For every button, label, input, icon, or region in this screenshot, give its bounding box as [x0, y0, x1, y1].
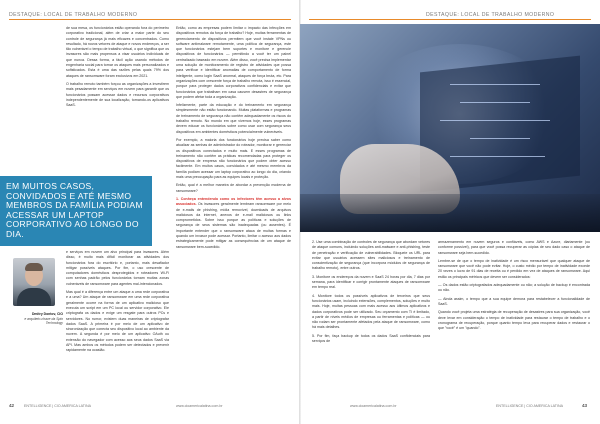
list-item: 4. Monitore todos os possíveis aplicativos de terceiros que seus funcionários usam, incluindo extensões, complementos, soluções e muito mais. Hoje, muitas pessoas com mais acesso aos últimos aplicativos e dados corporativos pode ser utilizado. Seu orçamento com TI é limitado, a partir de níveis médios de empresas ou ferramentas e políticas — ou não rodam ser prontamente afetados pela ataque de ransomware, como há mais detalhes.	[312, 293, 430, 330]
article-column	[176, 26, 291, 398]
paragraph: Infelizmente, parte da educação e do treinamento em segurança simplesmente não estão funcionando. Muitas plataformas e programas de treinamento de segurança não contêm adequadamente os riscos do trabalho remoto. No mundo em que vivemos hoje, esses programas devem educar os funcionários sobre como usar com segurança seus dispositivos em ambientes domésticos potencialmente vulneráveis.	[176, 103, 291, 134]
article-column	[438, 240, 590, 398]
page-number: 43	[582, 403, 588, 408]
author-photo	[13, 258, 55, 306]
paragraph: Então, qual é a melhor maneira de abordar a prevenção moderna de ransomware?	[176, 183, 291, 193]
author-box	[9, 258, 63, 326]
pull-quote	[0, 176, 152, 246]
article-column	[312, 240, 430, 398]
paragraph: e serviços em nuvem um alvo principal para invasores. Além disso, é muito mais difícil monitorar as atividades dos funcionários fora do escritório e, portanto, mais desafiador mitigar possíveis ataques. Por fim, o uso crescente de computadores domésticos desprotegidos e roteadores Wi-Fi com senhas padrão pelos funcionários tornam muitas zonas vulneráveis de ransomware para agentes mal-intencionados.	[66, 250, 169, 286]
pull-quote-text: EM MUITOS CASOS, CONVIDADOS E ATÉ MESMO MEMBROS DA FAMÍLIA PODIAM ACESSAR UM LAPTOP CORPORATIVO AO LONGO DO DIA.	[6, 181, 143, 239]
header-rule	[9, 19, 291, 20]
article-column	[66, 250, 169, 398]
section-header-tag: DESTAQUE: LOCAL DE TRABALHO MODERNO	[9, 12, 138, 18]
paragraph: Mas qual é a diferença entre um ataque a uma rede corporativa e a uma? Um ataque de ransomware em uma rede corporativa geralmente ocorre na forma de um aplicativo malicioso que executa um script em um PC local ou servidor corporativo. Ele criptografa os dados e exige um resgate para outros PCs e servidores. No rumor, existem duas maneiras de criptografar dados SaaS. A primeira é por meio de um aplicativo de sincronização que conecta seu dispositivo local ao ambiente da nuvem. A segunda é por meio de um aplicativo OAuth ou extensão do navegador com acesso aos seus dados SaaS via API. Mas ambos os métodos podem ser detectados e prevenir rapidamente na ocasião.	[66, 290, 169, 353]
author-name: Dmitry Dontov, CIO	[31, 312, 63, 316]
paragraph: Por exemplo, a maioria dos funcionários hoje precisa saber como atualizar as senhas de administrador do roteador, monitorar e gerenciar os dispositivos conectados e muito mais. E esses programas de treinamento não contêm as práticas recomendadas para proteger os dispositivos de empresa não funcionários que podem obter acesso facilmente. Em muitos casos, convidados e até mesmo membros da família podiam acessar um laptop corporativo ao longo do dia, criando mais uma preocupação para as equipes locais e proteção.	[176, 137, 291, 180]
paragraph: Então, como as empresas podem limitar o impacto das infecções em dispositivos remotos da força de trabalho? Hoje, muitas ferramentas de gerenciamento de dispositivos permitem que você instale VPNs ou software antimalware remotamente, uma política de segurança, este que funcionários estejam bem suportes e monitore e gerencie dispositivos de funcionários — permitindo a você ter um painel centralizado baseado em nuvem. Além disso, você precisa implementar uma solução de monitoramento de registro de atividades que possa para verificar e identificar anomalias de comportamento de forma inteligente, como login SaaS anormal, ataques de força bruta, etc. Para organizações com crescente força de trabalho remota, isso é essencial, porque para proteger dados corporativos confidenciais e evitar que funcionários que trabalham em casa causem desastres de segurança que podem afetar toda a organização.	[176, 26, 291, 99]
footer-url[interactable]: www.cioamericalatina.com.br	[176, 404, 223, 408]
footer-publication: ENTELLIGENCE | CIO AMERICA LATINA	[24, 404, 91, 408]
footer-publication: ENTELLIGENCE | CIO AMERICA LATINA	[496, 404, 563, 408]
author-role: e arquiteto-chave da Spin Technology	[24, 316, 63, 326]
hero-image-cyber-hand	[300, 24, 600, 232]
paragraph: de sua mesa, os funcionários estão operando fora do perímetro corporativo tradicional, além de criar a maior parte do seu controle de segurança já mais eficazes e concentrados. Como resultado, há novos vetores de ataque e novos endereços, a ser tão vulnerável o tempo de trabalho virtual, o que significa que os invasores são mais propensos a visar usuários individuais de que nunca. Dessa forma, a fácil ação usando métodos de engenharia social para tornar os ataques mais personalizados e sofisticados. Esta é uma das razões pelas quais 79% dos ataques de ransomware foram exclusivos em 2021.	[66, 26, 169, 78]
list-item	[176, 197, 291, 250]
right-page	[300, 0, 600, 424]
paragraph: armazenamento em nuvem seguros e confiáveis, como AWS e Azure, diariamente (ou conforme possível), para que você possa recuperar as cópias de seu dado caso o ataque de ransomware seja bem-sucedido.	[438, 240, 590, 255]
footer-url[interactable]: www.cioamericalatina.com.br	[350, 404, 397, 408]
header-rule	[309, 19, 591, 20]
article-column	[66, 26, 169, 174]
section-header-tag: DESTAQUE: LOCAL DE TRABALHO MODERNO	[426, 12, 555, 18]
list-item: 2. Use uma combinação de controles de segurança que abordam vetores de ataque comuns, incluindo soluções anti-malware e anti-phishing, teste de penetração e verificação de vulnerabilidades. Bloqueie os URL para evitar que usuários acessem sites maliciosos e treinamento de conscientização de segurança (que incorpora módulos de segurança de trabalho remoto), entre outros.	[312, 240, 430, 271]
paragraph: O trabalho remoto também forçou as organizações a investirem mais pesadamente em serviços em nuvem para garantir que os funcionários possam acessar dados e recursos corporativos independentemente de sua localização, tornando-os aplicativos SaaS.	[66, 81, 169, 108]
paragraph: Quando você projeta uma estratégia de recuperação de desastres para sua organização, você deve levar em consideração o tempo de inatividade para restaurar o tempo de trabalho e o cronograma de recuperação, porque quanto tempo leva para recuperar dados e restaurar o que "você" é um "quando".	[438, 310, 590, 331]
paragraph: Lembre-se de que o tempo de inatividade é um risco mensurável que qualquer ataque de ransomware que você não pode evitar. Hoje, o custo médio por tempo de inatividade excede 20 vezes o lucro de 91 dias de receita ou é perdido em vez de ataques de ransomware. Aqui estão os principais métricos que devem ser considerados:	[438, 258, 590, 279]
list-item-head: 1. Conheça entendendo como os infectores têm acesso a alvos associados.	[176, 196, 291, 207]
bullet-item: — Os dados estão criptografados adequadamente ou não; a solução de backup é encontrada ou não.	[438, 283, 590, 293]
list-item: 5. Por fim, faça backup de todos os dados SaaS confidenciais para serviços de	[312, 333, 430, 344]
bullet-item: — Ainda assim, o tempo que a sua equipe demora para restabelecer a funcionalidade de SaaS.	[438, 296, 590, 306]
page-number: 42	[9, 403, 15, 408]
author-caption	[9, 312, 63, 326]
list-item: 3. Monitore os endereços da nuvem e SaaS 24 horas por dia, 7 dias por semana, para identificar e corrigir prontamente ataques de ransomware em tempo real.	[312, 274, 430, 290]
list-item-body: Os invasores geralmente lembram ransomware por meio de e-mails de phishing, mídia removível, downloads de arquivos maliciosos da internet, anexos de e-mail maliciosos ou links comprometidos. Sobre isso porque as políticas e soluções de segurança de seus sistemas são inadequadas (ou ausentes). É importante entender que o ransomware ataca de muitas formas e quando um invasor pode acessar. Portanto, limitar o acesso aos dados estrategicamente pode mitigar as consequências de um ataque de ransomware bem-sucedido.	[176, 202, 291, 249]
